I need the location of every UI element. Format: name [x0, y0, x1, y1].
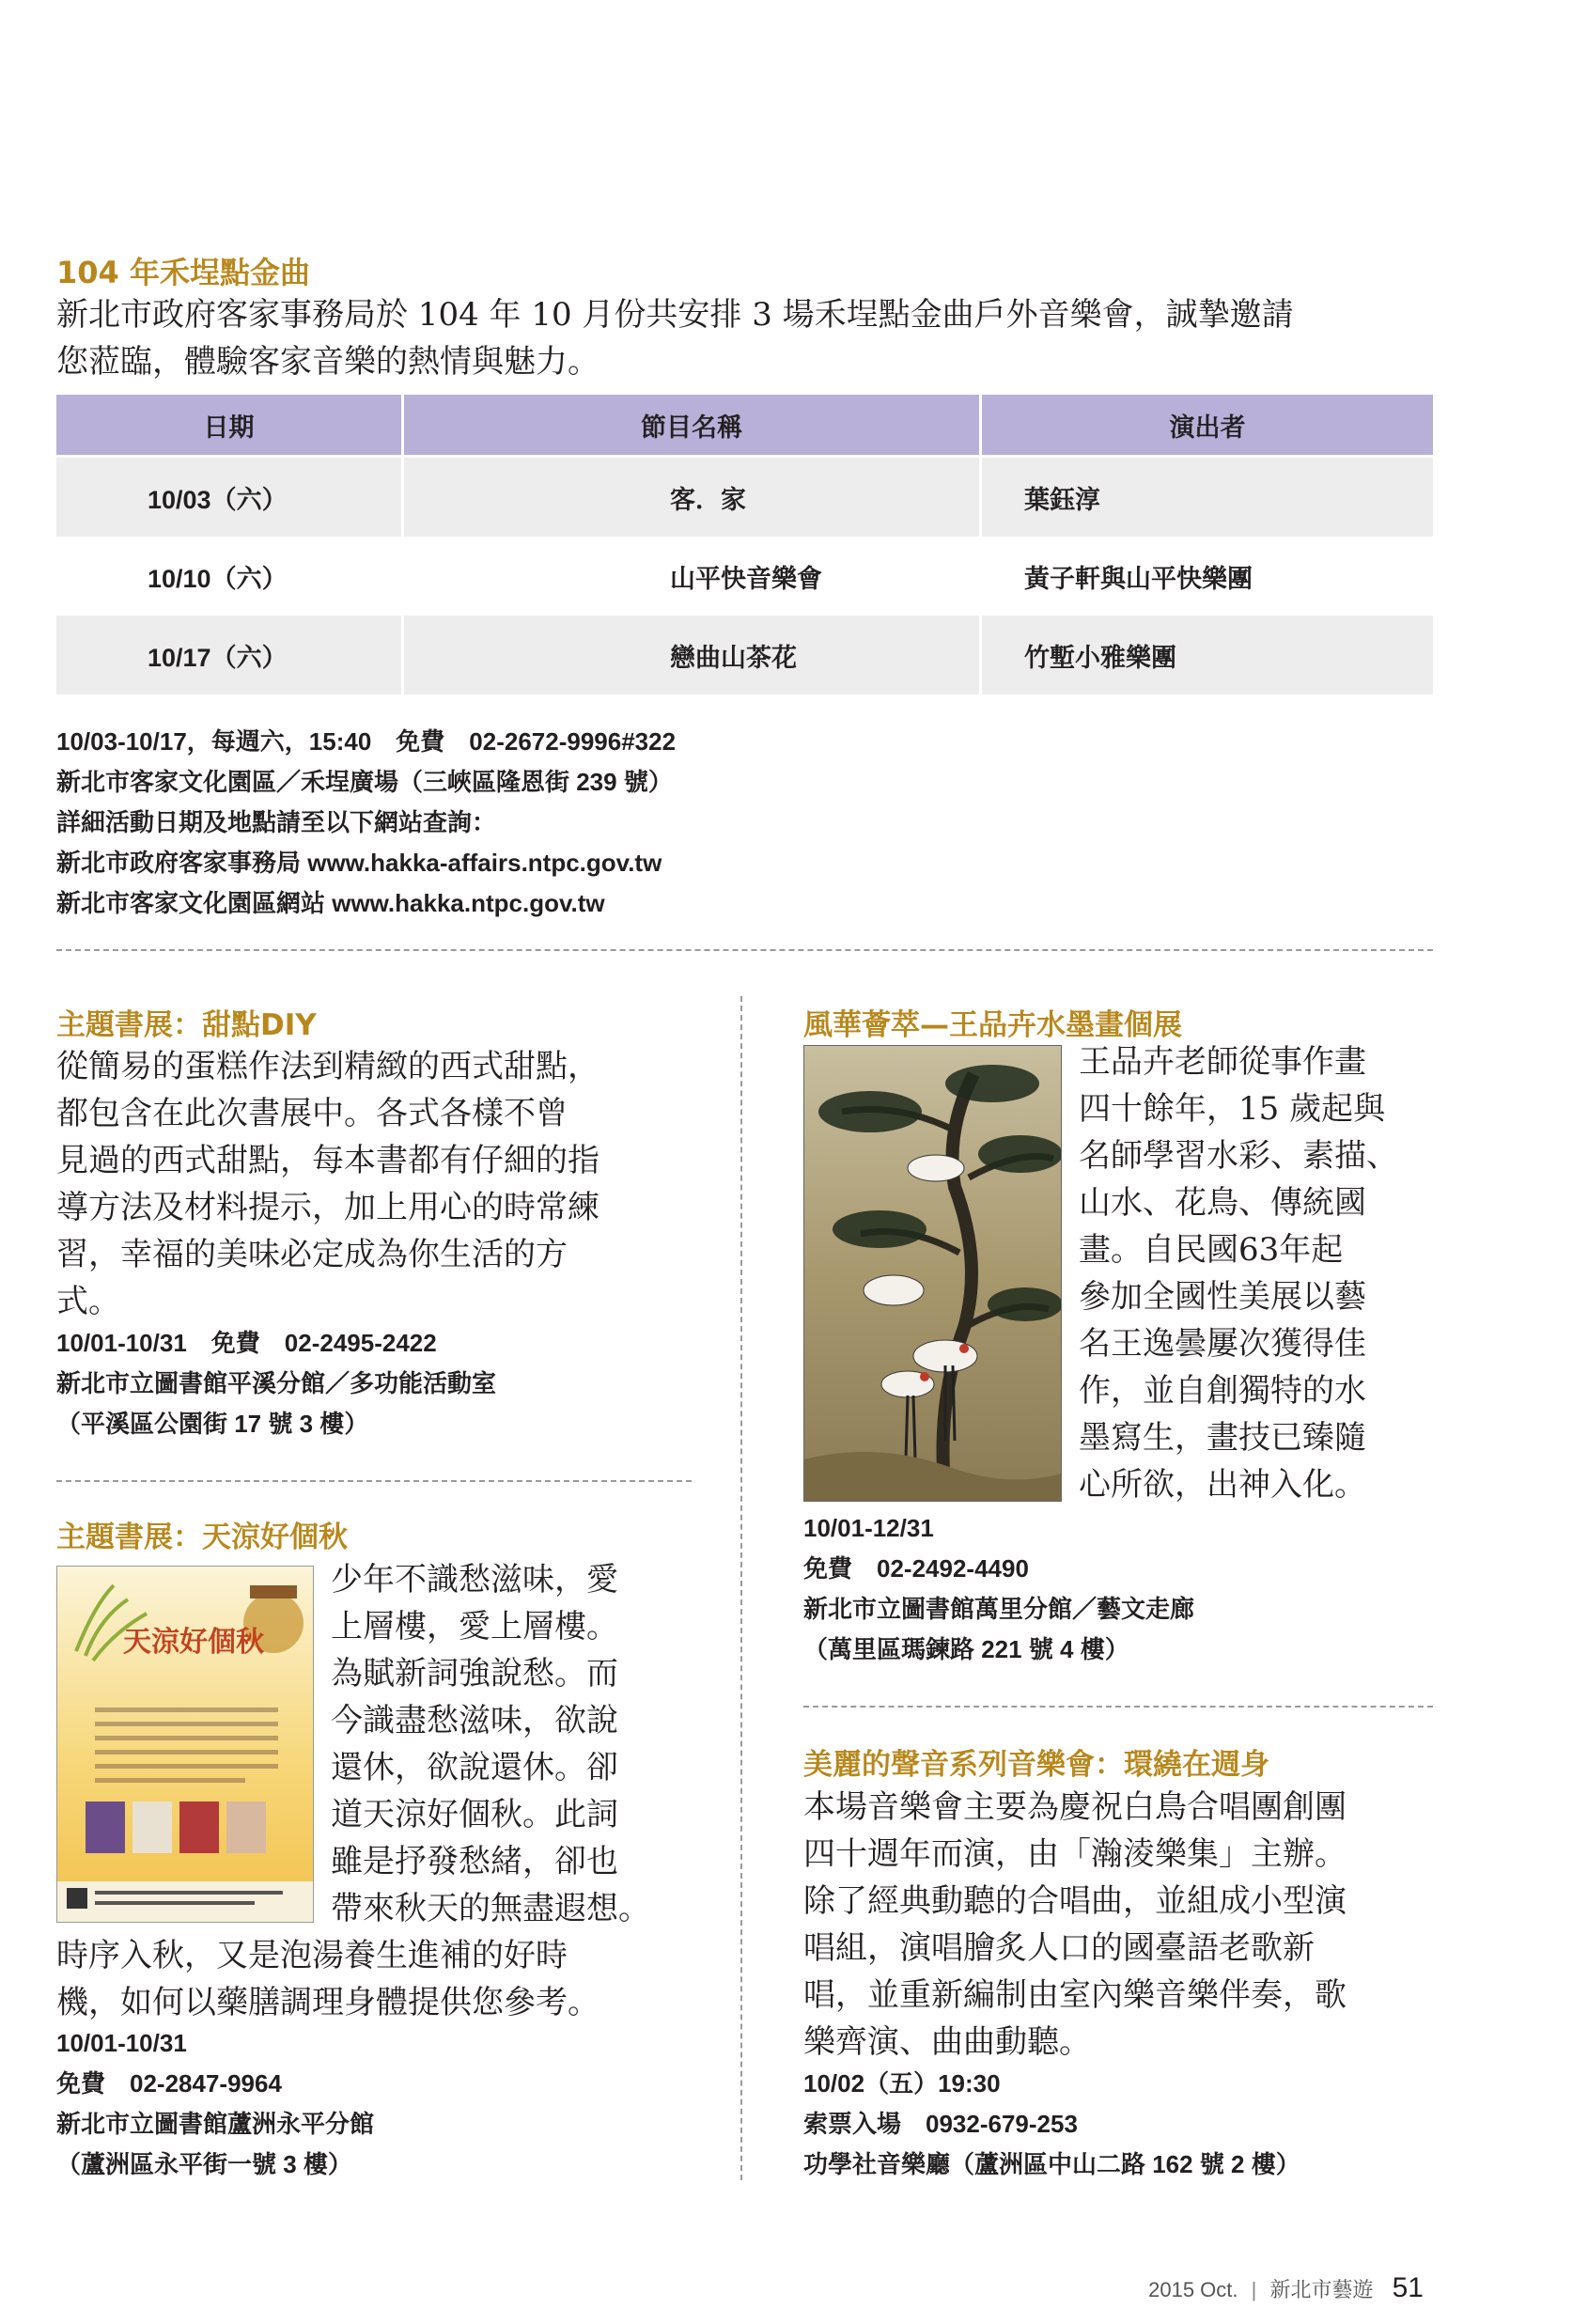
table-row — [56, 537, 1433, 616]
cell-program: 戀曲山茶花 — [404, 616, 982, 694]
info-line: （蘆洲區永平街一號 3 樓） — [56, 2150, 352, 2178]
section-divider — [56, 949, 1433, 951]
cell-date: 10/03（六） — [56, 458, 404, 537]
info-line: 新北市立圖書館萬里分館／藝文走廊 — [803, 1595, 1195, 1623]
text-line: 除了經典動聽的合唱曲，並組成小型演 — [803, 1882, 1347, 1920]
text-line: 少年不識愁滋味，愛 — [331, 1561, 618, 1599]
info-line: 免費 02-2492-4490 — [803, 1554, 1029, 1583]
text-line: 畫。自民國63年起 — [1079, 1231, 1344, 1269]
table-header-row — [56, 395, 1433, 455]
event3-lead-full — [56, 1932, 714, 2026]
text-line: 機，如何以藥膳調理身體提供您參考。 — [56, 1984, 599, 2021]
text-line: 名師學習水彩、素描、 — [1079, 1137, 1398, 1175]
text-line: 山水、花鳥、傳統國 — [1079, 1184, 1366, 1222]
book-poster-image — [56, 1566, 314, 1923]
info-line: 新北市客家文化園區／禾埕廣場（三峽區隆恩街 239 號） — [56, 768, 673, 796]
text-line: 作，並自創獨特的水 — [1079, 1372, 1366, 1410]
event1-title: 104 年禾埕點金曲 — [56, 255, 310, 290]
info-line: 10/01-10/31 免費 02-2495-2422 — [56, 1329, 437, 1357]
header-program: 節目名稱 — [404, 395, 982, 455]
text-line: 習，幸福的美味必定成為你生活的方 — [56, 1236, 568, 1273]
info-line: 新北市政府客家事務局 www.hakka-affairs.ntpc.gov.tw — [56, 849, 662, 877]
event5-lead — [803, 1784, 1452, 2066]
text-line: 唱，並重新編制由室內樂音樂伴奏，歌 — [803, 1976, 1347, 2014]
text-line: 為賦新詞強說愁。而 — [331, 1655, 618, 1692]
info-line: 10/01-10/31 — [56, 2029, 187, 2057]
info-line: （萬里區瑪鍊路 221 號 4 樓） — [803, 1635, 1129, 1663]
table-row — [56, 616, 1433, 694]
text-line: 從簡易的蛋糕作法到精緻的西式甜點， — [56, 1048, 599, 1085]
text-line: 新北市政府客家事務局於 104 年 10 月份共安排 3 場禾埕點金曲戶外音樂會，誠摯邀請 — [56, 296, 1294, 334]
event3-title: 主題書展：天涼好個秋 — [56, 1521, 348, 1554]
header-performer: 演出者 — [982, 395, 1433, 455]
text-line: 您蒞臨，體驗客家音樂的熱情與魅力。 — [56, 343, 599, 381]
info-line: 新北市客家文化園區網站 www.hakka.ntpc.gov.tw — [56, 889, 605, 917]
cell-performer: 葉鈺淳 — [982, 458, 1433, 537]
section-divider — [56, 1480, 692, 1482]
info-line: 新北市立圖書館平溪分館／多功能活動室 — [56, 1369, 497, 1397]
footer-separator: | — [1251, 2278, 1257, 2301]
header-date: 日期 — [56, 395, 404, 455]
event4-info — [803, 1508, 1194, 1670]
text-line: 導方法及材料提示，加上用心的時常練 — [56, 1189, 599, 1226]
event5-info — [803, 2064, 1300, 2185]
section-divider — [803, 1706, 1433, 1708]
info-line: 10/03-10/17，每週六，15:40 免費 02-2672-9996#322 — [56, 727, 677, 756]
text-line: 唱組，演唱膾炙人口的國臺語老歌新 — [803, 1929, 1315, 1967]
poster-title: 天涼好個秋 — [123, 1626, 264, 1659]
info-line: 免費 02-2847-9964 — [56, 2069, 282, 2098]
crane-painting-illustration — [804, 1046, 1061, 1501]
event5-title: 美麗的聲音系列音樂會：環繞在週身 — [803, 1748, 1269, 1782]
info-line: 索票入場 0932-679-253 — [803, 2110, 1078, 2138]
text-line: 四十週年而演，由「瀚淩樂集」主辦。 — [803, 1835, 1347, 1873]
text-line: 都包含在此次書展中。各式各樣不曾 — [56, 1095, 568, 1132]
text-line: 墨寫生，畫技已臻隨 — [1079, 1419, 1366, 1457]
text-line: 雖是抒發愁緒，卻也 — [331, 1843, 618, 1880]
event2-title: 主題書展：甜點DIY — [56, 1008, 317, 1042]
footer-magazine: 新北市藝遊 — [1269, 2278, 1374, 2301]
text-line: 參加全國性美展以藝 — [1079, 1278, 1366, 1316]
event3-info — [56, 2023, 374, 2185]
text-line: 式。 — [56, 1283, 120, 1320]
event4-title: 風華薈萃—王品卉水墨畫個展 — [803, 1008, 1182, 1042]
info-line: 詳細活動日期及地點請至以下網站查詢： — [56, 808, 497, 836]
text-line: 道天涼好個秋。此詞 — [331, 1796, 618, 1833]
text-line: 見過的西式甜點，每本書都有仔細的指 — [56, 1142, 599, 1179]
info-line: 10/02（五）19:30 — [803, 2069, 1001, 2098]
footer-date: 2015 Oct. — [1148, 2278, 1238, 2301]
schedule-table — [56, 395, 1433, 694]
event3-lead-beside — [331, 1556, 697, 1932]
text-line: 還休，欲說還休。卻 — [331, 1749, 618, 1786]
text-line: 時序入秋，又是泡湯養生進補的好時 — [56, 1937, 568, 1974]
cell-program: 客．家 — [404, 458, 982, 537]
text-line: 名王逸曇屢次獲得佳 — [1079, 1325, 1366, 1363]
text-line: 上層樓，愛上層樓。 — [331, 1608, 618, 1646]
info-line: （平溪區公園街 17 號 3 樓） — [56, 1410, 369, 1438]
cell-performer: 竹塹小雅樂團 — [982, 616, 1433, 694]
page-footer — [1148, 2272, 1424, 2304]
event2-lead — [56, 1043, 714, 1325]
text-line: 王品卉老師從事作畫 — [1079, 1043, 1366, 1081]
painting-image — [803, 1045, 1062, 1502]
column-divider — [740, 996, 742, 2180]
cell-date: 10/10（六） — [56, 537, 404, 616]
event1-info — [56, 722, 676, 924]
cell-date: 10/17（六） — [56, 616, 404, 694]
info-line: 新北市立圖書館蘆洲永平分館 — [56, 2110, 375, 2138]
event1-lead — [56, 291, 1447, 385]
cell-program: 山平快音樂會 — [404, 537, 982, 616]
text-line: 帶來秋天的無盡遐想。 — [331, 1890, 650, 1927]
cell-performer: 黃子軒與山平快樂團 — [1024, 564, 1253, 593]
page-number: 51 — [1392, 2272, 1424, 2303]
info-line: 功學社音樂廳（蘆洲區中山二路 162 號 2 樓） — [803, 2150, 1300, 2178]
event2-info — [56, 1323, 496, 1444]
text-line: 四十餘年，15 歲起與 — [1079, 1090, 1386, 1128]
text-line: 本場音樂會主要為慶祝白鳥合唱團創團 — [803, 1788, 1347, 1826]
table-row — [56, 458, 1433, 537]
text-line: 心所欲，出神入化。 — [1079, 1466, 1366, 1504]
text-line: 今識盡愁滋味，欲說 — [331, 1702, 618, 1739]
event4-lead — [1079, 1038, 1445, 1508]
text-line: 樂齊演、曲曲動聽。 — [803, 2023, 1091, 2061]
info-line: 10/01-12/31 — [803, 1514, 934, 1542]
